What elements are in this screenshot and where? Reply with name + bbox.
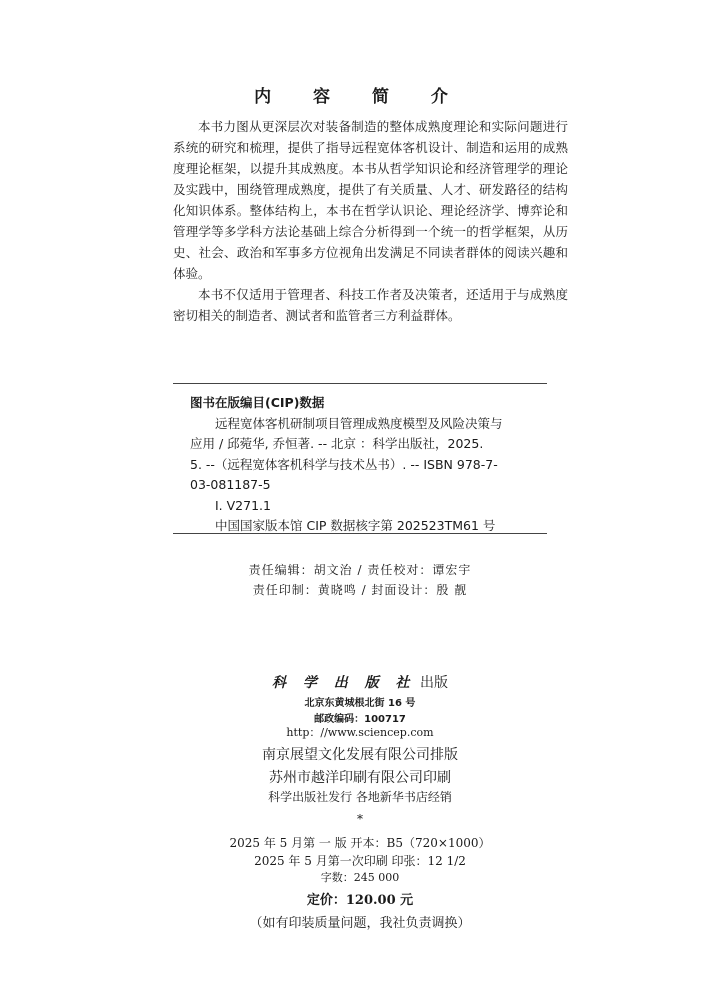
cip-top-rule [173, 383, 547, 384]
cip-line-2: 应用 / 邱菀华, 乔恒著. -- 北京 ：科学出版社，2025. [190, 436, 484, 451]
cip-block [190, 393, 540, 537]
staff-credits [0, 560, 720, 600]
publisher-suffix: 出版 [419, 675, 448, 691]
intro-body [173, 116, 568, 326]
typesetter: 南京展望文化发展有限公司排版 [262, 747, 458, 763]
staff-line-1: 责任编辑：胡文治 / 责任校对：谭宏宇 [248, 563, 472, 577]
publisher-url: http：//www.sciencep.com [286, 726, 434, 739]
distribution: 科学出版社发行 各地新华书店经销 [268, 790, 452, 804]
staff-line-2: 责任印制：黄晓鸣 / 封面设计：殷 靓 [252, 583, 468, 597]
intro-paragraph-2: 本书不仅适用于管理者、科技工作者及决策者，还适用于与成熟度密切相关的制造者、测试者和监管者三方利益群体。 [173, 287, 568, 323]
cip-line-4: 03-081187-5 [190, 477, 271, 492]
publisher-address: 北京东黄城根北街 16 号 [304, 698, 416, 709]
printing-line: 2025 年 5 月第一次印刷 印张：12 1/2 [254, 854, 466, 868]
word-count: 字数：245 000 [320, 871, 400, 884]
publisher-logo: 科 学 出 版 社 [272, 675, 416, 691]
publisher-postcode: 邮政编码：100717 [314, 714, 406, 725]
printer: 苏州市越洋印刷有限公司印刷 [269, 770, 451, 786]
cip-line-1: 远程宽体客机研制项目管理成熟度模型及风险决策与 [215, 415, 503, 431]
publisher-line [0, 672, 720, 692]
price: 定价：120.00 元 [306, 893, 414, 908]
cip-heading: 图书在版编目(CIP)数据 [190, 395, 325, 410]
cip-line-3: 5. --（远程宽体客机科学与技术丛书）. -- ISBN 978-7- [190, 456, 498, 472]
separator-star: * [357, 812, 363, 826]
cip-bottom-rule [173, 533, 547, 534]
intro-paragraph-1: 本书力图从更深层次对装备制造的整体成熟度理论和实际问题进行系统的研究和梳理，提供了指导远程宽体客机设计、制造和运用的成熟度理论框架，以提升其成熟度。本书从哲学知识论和经济管理学的理论及实践中，围绕管理成熟度，提供了有关质量、人才、研发路径的结构化知识体系。整体结构上，本书在哲学认识论、理论经济学、博弈论和管理学等多学科方法论基础上综合分析得到一个统一的哲学框架，从历史、社会、政治和军事多方位视角出发满足不同读者群体的阅读兴趣和体验。 [173, 119, 568, 281]
intro-title: 内 容 简 介 [254, 87, 466, 107]
cip-line-6: 中国国家版本馆 CIP 数据核字第 202523TM61 号 [215, 518, 496, 533]
cip-line-5: Ⅰ. V271.1 [215, 497, 271, 513]
quality-notice: （如有印装质量问题，我社负责调换） [249, 916, 471, 931]
edition-line: 2025 年 5 月第 一 版 开本：B5（720×1000） [229, 836, 491, 850]
